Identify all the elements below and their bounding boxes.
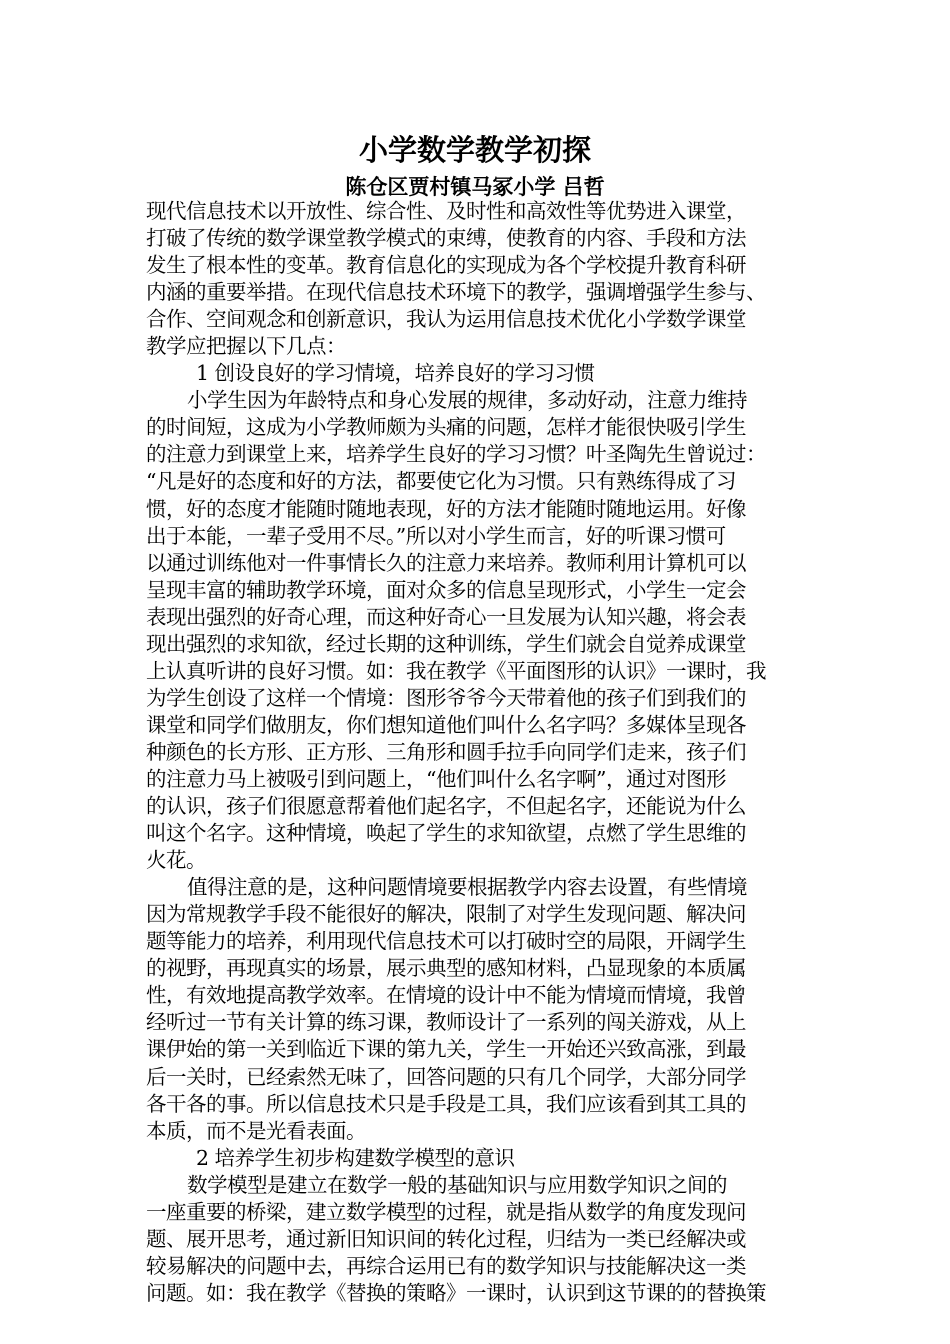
- paragraph-line: 本质，而不是光看表面。: [146, 1118, 366, 1143]
- paragraph-line: 出于本能，一辈子受用不尽。”所以对小学生而言，好的听课习惯可: [146, 523, 726, 548]
- paragraph-line: 内涵的重要举措。在现代信息技术环境下的教学，强调增强学生参与、: [146, 280, 766, 305]
- paragraph-line: 为学生创设了这样一个情境：图形爷爷今天带着他的孩子们到我们的: [146, 685, 746, 710]
- paragraph-line: 现代信息技术以开放性、综合性、及时性和高效性等优势进入课堂，: [146, 199, 746, 223]
- section-heading: 1 创设良好的学习情境，培养良好的学习习惯: [196, 361, 595, 386]
- paragraph-line: 题、展开思考，通过新旧知识间的转化过程，归结为一类已经解决或: [146, 1226, 746, 1251]
- paragraph-line: 课伊始的第一关到临近下课的第九关，学生一开始还兴致高涨，到最: [146, 1037, 746, 1062]
- paragraph-line: 现出强烈的求知欲，经过长期的这种训练，学生们就会自觉养成课堂: [146, 631, 746, 656]
- paragraph-line: 种颜色的长方形、正方形、三角形和圆手拉手向同学们走来，孩子们: [146, 739, 746, 764]
- paragraph-line: 性，有效地提高教学效率。在情境的设计中不能为情境而情境，我曾: [146, 983, 746, 1008]
- paragraph-line: 数学模型是建立在数学一般的基础知识与应用数学知识之间的: [187, 1172, 727, 1197]
- paragraph-line: 问题。如：我在教学《替换的策略》一课时，认识到这节课的的替换策: [146, 1280, 766, 1305]
- paragraph-line: 呈现丰富的辅助教学环境，面对众多的信息呈现形式，小学生一定会: [146, 577, 746, 602]
- paragraph-line: 打破了传统的数学课堂教学模式的束缚，使教育的内容、手段和方法: [146, 226, 746, 251]
- paragraph-line: 一座重要的桥梁，建立数学模型的过程，就是指从数学的角度发现问: [146, 1199, 746, 1224]
- paragraph-line: 教学应把握以下几点：: [146, 334, 346, 359]
- document-title: 小学数学教学初探: [358, 133, 591, 167]
- document-body: [146, 198, 811, 1307]
- document-author: 陈仓区贾村镇马冢小学 吕哲: [345, 174, 605, 199]
- paragraph-line: 因为常规教学手段不能很好的解决，限制了对学生发现问题、解决问: [146, 902, 746, 927]
- paragraph-line: 叫这个名字。这种情境，唤起了学生的求知欲望，点燃了学生思维的: [146, 821, 746, 846]
- paragraph-line: 值得注意的是，这种问题情境要根据教学内容去设置，有些情境: [187, 875, 747, 900]
- paragraph-line: 经听过一节有关计算的练习课，教师设计了一系列的闯关游戏，从上: [146, 1010, 746, 1035]
- paragraph-line: “凡是好的态度和好的方法，都要使它化为习惯。只有熟练得成了习: [146, 469, 736, 494]
- paragraph-line: 后一关时，已经索然无味了，回答问题的只有几个同学，大部分同学: [146, 1064, 746, 1089]
- paragraph-line: 的注意力马上被吸引到问题上，“他们叫什么名字啊”，通过对图形: [146, 766, 726, 791]
- paragraph-line: 发生了根本性的变革。教育信息化的实现成为各个学校提升教育科研: [146, 253, 746, 278]
- paragraph-line: 的注意力到课堂上来，培养学生良好的学习习惯？叶圣陶先生曾说过：: [146, 442, 766, 467]
- paragraph-line: 较易解决的问题中去，再综合运用已有的数学知识与技能解决这一类: [146, 1253, 746, 1278]
- paragraph-line: 以通过训练他对一件事情长久的注意力来培养。教师利用计算机可以: [146, 550, 746, 575]
- paragraph-line: 惯，好的态度才能随时随地表现，好的方法才能随时随地运用。好像: [146, 496, 746, 521]
- paragraph-line: 的时间短，这成为小学教师颇为头痛的问题，怎样才能很快吸引学生: [146, 415, 746, 440]
- paragraph-line: 上认真听讲的良好习惯。如：我在教学《平面图形的认识》一课时，我: [146, 658, 766, 683]
- paragraph-line: 小学生因为年龄特点和身心发展的规律，多动好动，注意力维持: [187, 388, 747, 413]
- paragraph-line: 各干各的事。所以信息技术只是手段是工具，我们应该看到其工具的: [146, 1091, 746, 1116]
- section-heading: 2 培养学生初步构建数学模型的意识: [196, 1145, 515, 1170]
- paragraph-line: 课堂和同学们做朋友，你们想知道他们叫什么名字吗？多媒体呈现各: [146, 712, 746, 737]
- paragraph-line: 合作、空间观念和创新意识，我认为运用信息技术优化小学数学课堂: [146, 307, 746, 332]
- paragraph-line: 的视野，再现真实的场景，展示典型的感知材料，凸显现象的本质属: [146, 956, 746, 981]
- paragraph-line: 表现出强烈的好奇心理，而这种好奇心一旦发展为认知兴趣，将会表: [146, 604, 746, 629]
- paragraph-line: 的认识，孩子们很愿意帮着他们起名字，不但起名字，还能说为什么: [146, 794, 746, 819]
- paragraph-line: 题等能力的培养，利用现代信息技术可以打破时空的局限，开阔学生: [146, 929, 746, 954]
- paragraph-line: 火花。: [146, 848, 206, 873]
